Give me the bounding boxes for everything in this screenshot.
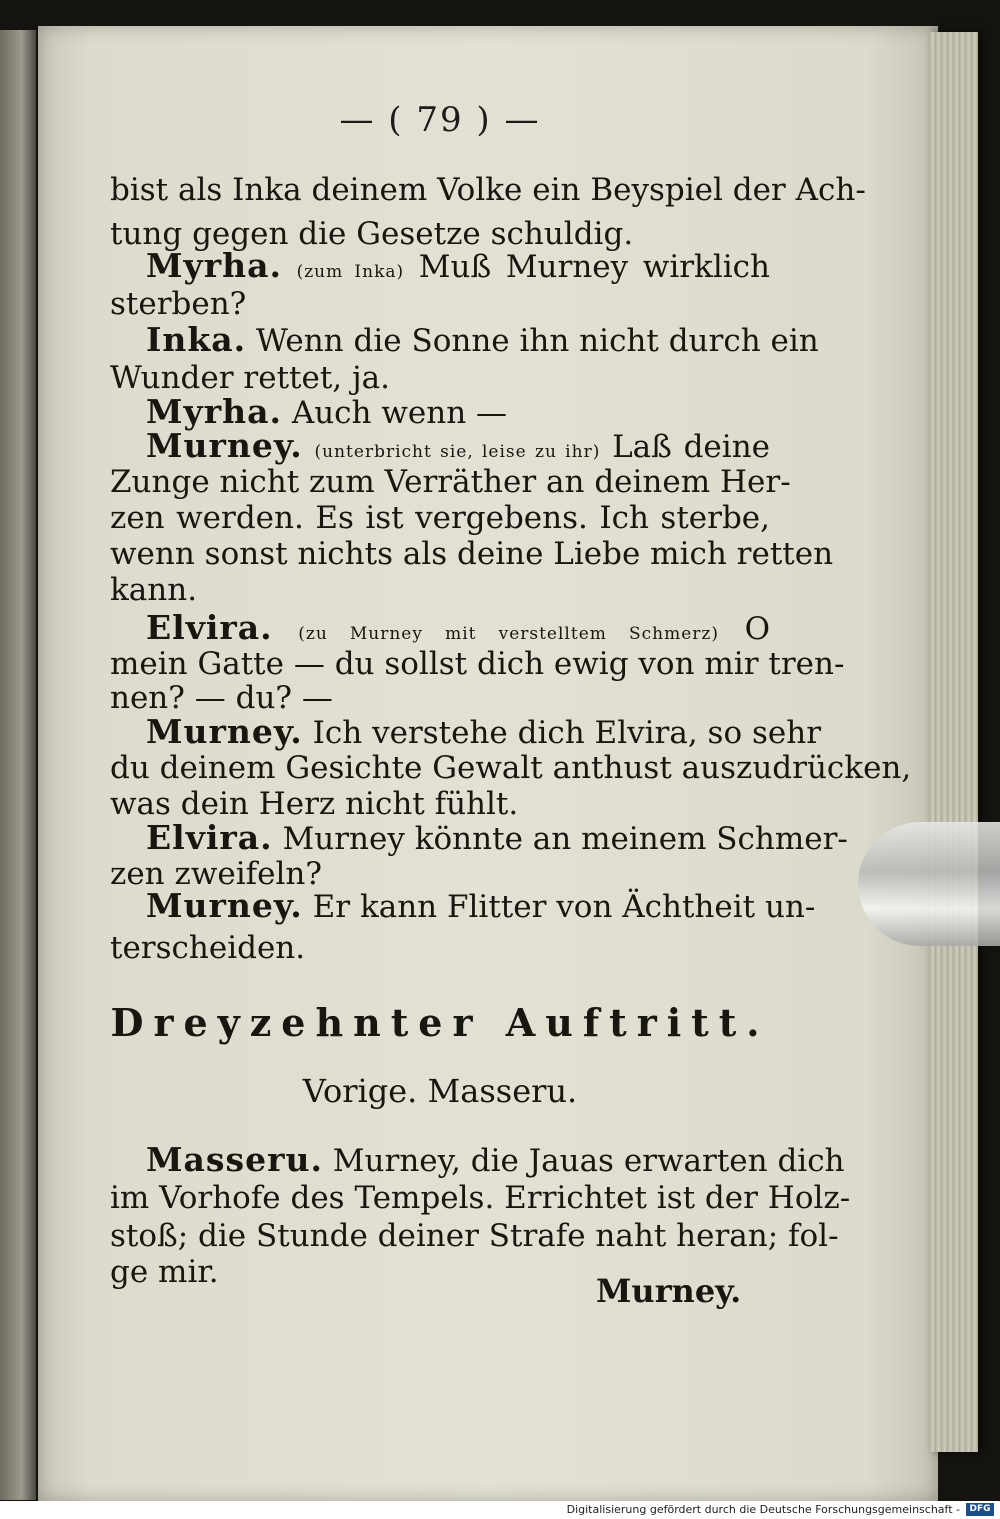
speaker-name: Murney.	[146, 886, 303, 925]
speaker-name: Murney.	[146, 712, 303, 751]
text-line: mein Gatte — du sollst dich ewig von mir tren-	[110, 646, 845, 682]
speaker-name: Murney.	[146, 426, 303, 465]
stage-direction: (unterbricht sie, leise zu ihr)	[314, 442, 601, 462]
speech-text: Wenn die Sonne ihn nicht durch ein	[256, 323, 819, 359]
text-line: nen? — du? —	[110, 680, 333, 716]
text-line: wenn sonst nichts als deine Liebe mich retten	[110, 536, 834, 572]
speech-text: Er kann Flitter von Ächtheit un-	[312, 889, 816, 925]
speech-text: Murney, die Jauas erwarten dich	[332, 1143, 845, 1179]
speech-line	[110, 884, 816, 928]
speaker-name: Elvira.	[146, 608, 273, 647]
speaker-name: Elvira.	[146, 818, 273, 857]
speaker-name: Myrha.	[146, 246, 282, 285]
footer-credit: Digitalisierung gefördert durch die Deutsche Forschungsgemeinschaft -	[566, 1503, 960, 1516]
page-number: — ( 79 ) —	[339, 100, 541, 140]
dfg-logo: DFG	[966, 1503, 994, 1516]
facing-page-edge	[0, 30, 36, 1500]
speaker-name: Masseru.	[146, 1140, 323, 1179]
text-line: bist als Inka deinem Volke ein Beyspiel der Ach-	[110, 172, 866, 208]
speech-text: Muß Murney wirklich	[418, 249, 770, 285]
stage-direction: (zu Murney mit verstelltem Schmerz)	[298, 624, 719, 644]
text-line: im Vorhofe des Tempels. Errichtet ist der Holz-	[110, 1180, 851, 1216]
text-line: sterben?	[110, 286, 247, 322]
text-line: zen zweifeln?	[110, 856, 322, 892]
text-line: du deinem Gesichte Gewalt anthust auszudrücken,	[110, 750, 912, 786]
stage-direction: (zum Inka)	[296, 262, 405, 282]
text-line: ge mir.	[110, 1254, 219, 1290]
text-line: kann.	[110, 572, 198, 608]
speaker-name: Inka.	[146, 320, 247, 359]
page-stack-edge	[930, 32, 978, 1452]
catchword: Murney.	[596, 1272, 742, 1310]
text-line: Wunder rettet, ja.	[110, 360, 390, 396]
scene-heading: Dreyzehnter Auftritt.	[110, 1000, 770, 1045]
speech-text: Auch wenn —	[291, 395, 508, 431]
page-clip	[858, 822, 1000, 946]
text-line: terscheiden.	[110, 930, 306, 966]
text-line: tung gegen die Gesetze schuldig.	[110, 216, 634, 252]
text-line: stoß; die Stunde deiner Strafe naht heran; fol-	[110, 1218, 839, 1254]
speech-text: Murney könnte an meinem Schmer-	[282, 821, 848, 857]
speech-text: Laß deine	[612, 429, 770, 465]
speech-text: O	[744, 611, 770, 647]
text-line: Zunge nicht zum Verräther an deinem Her-	[110, 464, 791, 500]
speaker-name: Myrha.	[146, 392, 282, 431]
scene-persons: Vorige. Masseru.	[302, 1072, 578, 1110]
text-line: was dein Herz nicht fühlt.	[110, 786, 519, 822]
text-line: zen werden. Es ist vergebens. Ich sterbe,	[110, 500, 770, 536]
speech-text: Ich verstehe dich Elvira, so sehr	[312, 715, 822, 751]
